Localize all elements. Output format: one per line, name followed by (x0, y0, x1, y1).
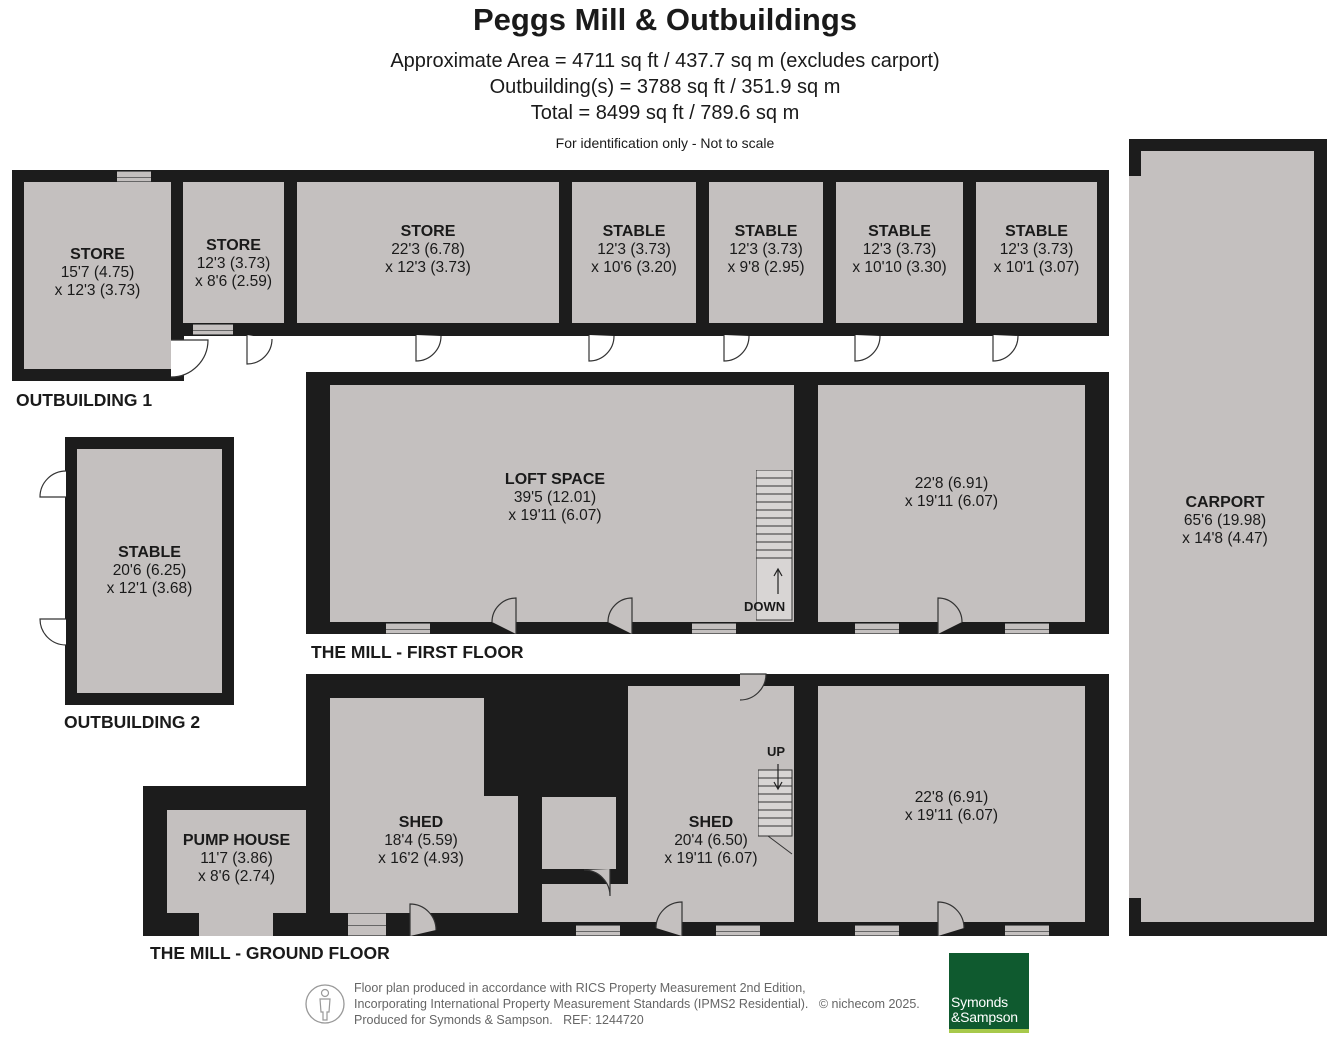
label-shed-1: SHED 18'4 (5.59) x 16'2 (4.93) (378, 814, 464, 867)
label-store-1: STORE 15'7 (4.75) x 12'3 (3.73) (54, 246, 141, 299)
label-ground-floor-room: 22'8 (6.91) x 19'11 (6.07) (904, 789, 999, 824)
logo-text: Symonds &Sampson (951, 994, 1018, 1025)
label-carport: CARPORT 65'6 (19.98) x 14'8 (4.47) (1182, 494, 1268, 547)
room-cupboard (542, 797, 616, 869)
section-label-outbuilding-1: OUTBUILDING 1 (16, 390, 153, 410)
section-label-outbuilding-2: OUTBUILDING 2 (64, 712, 201, 732)
footer-ref: REF: 1244720 (563, 1013, 644, 1027)
symonds-sampson-logo (949, 953, 1029, 1033)
page-title: Peggs Mill & Outbuildings (472, 2, 858, 37)
label-store-2: STORE 12'3 (3.73) x 8'6 (2.59) (194, 237, 273, 290)
area-approx: Approximate Area = 4711 sq ft / 437.7 sq m (excludes carport) (390, 50, 940, 72)
scale-note: For identification only - Not to scale (555, 135, 775, 151)
label-first-floor-room: 22'8 (6.91) x 19'11 (6.07) (904, 475, 999, 510)
label-loft-space: LOFT SPACE 39'5 (12.01) x 19'11 (6.07) (504, 471, 606, 524)
window (855, 623, 899, 634)
footer-line-3: Produced for Symonds & Sampson. REF: 1244720 (354, 1013, 644, 1027)
label-pump-house: PUMP HOUSE 11'7 (3.86) x 8'6 (2.74) (182, 832, 291, 885)
section-label-first-floor: THE MILL - FIRST FLOOR (311, 642, 524, 662)
window (855, 925, 899, 936)
label-store-3: STORE 22'3 (6.78) x 12'3 (3.73) (385, 223, 471, 276)
label-stable-2: STABLE 12'3 (3.73) x 9'8 (2.95) (727, 223, 805, 276)
area-outbuildings: Outbuilding(s) = 3788 sq ft / 351.9 sq m (489, 76, 841, 98)
window (1005, 925, 1049, 936)
window (692, 623, 736, 634)
section-label-ground-floor: THE MILL - GROUND FLOOR (150, 943, 390, 963)
logo-accent-bar (949, 1029, 1029, 1033)
window (716, 925, 760, 936)
footer-text (354, 980, 920, 1028)
footer-line-1: Floor plan produced in accordance with RICS Property Measurement 2nd Edition, (354, 981, 806, 995)
room-shed-2-lower (542, 884, 632, 922)
window (576, 925, 620, 936)
person-outline-icon (305, 982, 345, 1026)
label-stable-4: STABLE 12'3 (3.73) x 10'1 (3.07) (993, 223, 1080, 276)
window (348, 913, 386, 936)
label-stable-3: STABLE 12'3 (3.73) x 10'10 (3.30) (852, 223, 947, 276)
footer-line-2: Incorporating International Property Measurement Standards (IPMS2 Residential). © nichecom 2025. (354, 997, 920, 1011)
window (117, 171, 151, 182)
carport-open-side (1129, 176, 1141, 898)
label-stable-5: STABLE 20'6 (6.25) x 12'1 (3.68) (106, 544, 193, 597)
pump-house-opening (199, 912, 273, 936)
label-stable-1: STABLE 12'3 (3.73) x 10'6 (3.20) (591, 223, 677, 276)
footer-copyright: © nichecom 2025. (818, 997, 920, 1011)
stairs-down-label: DOWN (744, 599, 786, 614)
window (193, 324, 233, 335)
stairs-up-label: UP (767, 744, 786, 759)
window (1005, 623, 1049, 634)
label-shed-2: SHED 20'4 (6.50) x 19'11 (6.07) (664, 814, 758, 867)
area-total: Total = 8499 sq ft / 789.6 sq m (530, 102, 800, 124)
window (386, 623, 430, 634)
